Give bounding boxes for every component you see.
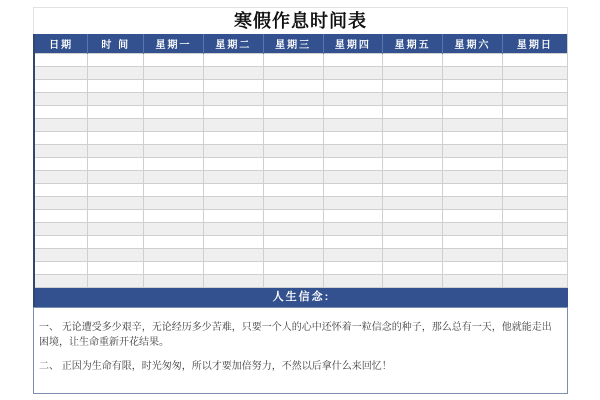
table-cell [502, 236, 567, 249]
table-row [34, 184, 568, 197]
table-cell [263, 158, 323, 171]
table-cell [144, 184, 204, 197]
schedule-table [33, 34, 568, 288]
table-cell [502, 171, 567, 184]
table-row [34, 197, 568, 210]
table-cell [203, 171, 263, 184]
table-cell [88, 67, 144, 80]
notes-box [33, 307, 568, 394]
table-cell [144, 197, 204, 210]
table-cell [383, 145, 443, 158]
table-cell [323, 67, 383, 80]
table-cell [144, 171, 204, 184]
table-cell [502, 106, 567, 119]
table-cell [203, 210, 263, 223]
table-cell [263, 223, 323, 236]
table-cell [88, 54, 144, 67]
table-cell [144, 223, 204, 236]
table-cell [144, 67, 204, 80]
table-cell [144, 210, 204, 223]
table-row [34, 93, 568, 106]
table-cell [34, 236, 88, 249]
table-cell [443, 145, 503, 158]
table-cell [323, 249, 383, 262]
table-row [34, 80, 568, 93]
table-cell [383, 262, 443, 275]
table-row [34, 106, 568, 119]
table-cell [502, 223, 567, 236]
table-row [34, 67, 568, 80]
table-cell [88, 236, 144, 249]
table-cell [34, 197, 88, 210]
table-cell [263, 184, 323, 197]
table-cell [34, 275, 88, 288]
table-cell [263, 119, 323, 132]
table-cell [144, 145, 204, 158]
table-cell [203, 93, 263, 106]
table-row [34, 119, 568, 132]
table-header-row [34, 34, 568, 54]
table-cell [34, 223, 88, 236]
table-cell [323, 145, 383, 158]
table-cell [323, 210, 383, 223]
table-cell [502, 210, 567, 223]
column-header-8: 星期六 [443, 34, 503, 54]
table-cell [34, 67, 88, 80]
table-cell [323, 197, 383, 210]
table-cell [383, 132, 443, 145]
table-cell [88, 275, 144, 288]
table-cell [203, 119, 263, 132]
table-row [34, 171, 568, 184]
table-cell [88, 93, 144, 106]
table-row [34, 54, 568, 67]
table-cell [34, 132, 88, 145]
table-cell [263, 236, 323, 249]
table-cell [323, 132, 383, 145]
table-cell [383, 223, 443, 236]
table-cell [88, 80, 144, 93]
table-cell [203, 145, 263, 158]
table-cell [144, 106, 204, 119]
table-cell [443, 275, 503, 288]
table-cell [34, 249, 88, 262]
table-cell [443, 158, 503, 171]
table-cell [263, 197, 323, 210]
table-cell [383, 80, 443, 93]
table-cell [88, 223, 144, 236]
column-header-1: 日期 [34, 34, 88, 54]
table-cell [502, 132, 567, 145]
table-cell [34, 145, 88, 158]
table-cell [443, 171, 503, 184]
table-row [34, 236, 568, 249]
table-cell [88, 132, 144, 145]
table-cell [323, 184, 383, 197]
table-cell [88, 197, 144, 210]
table-cell [502, 197, 567, 210]
table-cell [443, 210, 503, 223]
table-cell [203, 236, 263, 249]
table-cell [263, 210, 323, 223]
table-cell [144, 93, 204, 106]
table-cell [323, 93, 383, 106]
table-cell [502, 54, 567, 67]
table-cell [502, 249, 567, 262]
table-cell [443, 80, 503, 93]
table-cell [263, 67, 323, 80]
table-row [34, 275, 568, 288]
life-belief-banner [33, 288, 568, 307]
table-cell [443, 236, 503, 249]
table-cell [263, 145, 323, 158]
table-cell [203, 249, 263, 262]
column-header-7: 星期五 [383, 34, 443, 54]
table-row [34, 158, 568, 171]
table-cell [323, 262, 383, 275]
table-cell [502, 275, 567, 288]
table-cell [88, 262, 144, 275]
table-cell [502, 262, 567, 275]
table-cell [323, 171, 383, 184]
table-cell [383, 158, 443, 171]
table-cell [34, 262, 88, 275]
table-cell [323, 106, 383, 119]
table-cell [383, 249, 443, 262]
table-cell [502, 158, 567, 171]
table-cell [34, 171, 88, 184]
table-cell [263, 54, 323, 67]
table-cell [383, 106, 443, 119]
table-cell [443, 54, 503, 67]
table-cell [263, 106, 323, 119]
table-cell [502, 80, 567, 93]
table-cell [88, 106, 144, 119]
table-cell [34, 93, 88, 106]
table-cell [502, 67, 567, 80]
table-cell [203, 275, 263, 288]
table-cell [34, 80, 88, 93]
table-row [34, 132, 568, 145]
table-cell [203, 197, 263, 210]
column-header-2: 时 间 [88, 34, 144, 54]
table-cell [383, 54, 443, 67]
table-cell [383, 171, 443, 184]
table-cell [34, 158, 88, 171]
table-cell [443, 119, 503, 132]
table-cell [323, 236, 383, 249]
table-cell [383, 210, 443, 223]
table-cell [88, 184, 144, 197]
column-header-5: 星期三 [263, 34, 323, 54]
table-cell [144, 249, 204, 262]
table-cell [263, 93, 323, 106]
column-header-6: 星期四 [323, 34, 383, 54]
table-cell [34, 54, 88, 67]
table-cell [383, 67, 443, 80]
table-cell [203, 223, 263, 236]
table-cell [443, 67, 503, 80]
table-cell [144, 119, 204, 132]
table-cell [34, 184, 88, 197]
table-cell [144, 132, 204, 145]
table-cell [502, 184, 567, 197]
table-cell [323, 54, 383, 67]
table-cell [443, 106, 503, 119]
table-cell [383, 93, 443, 106]
table-cell [203, 80, 263, 93]
table-cell [263, 171, 323, 184]
table-row [34, 210, 568, 223]
column-header-9: 星期日 [502, 34, 567, 54]
table-cell [383, 236, 443, 249]
table-cell [144, 262, 204, 275]
table-cell [203, 262, 263, 275]
table-cell [263, 132, 323, 145]
table-cell [144, 80, 204, 93]
column-header-3: 星期一 [144, 34, 204, 54]
table-cell [323, 275, 383, 288]
note-line-2: 二、 正因为生命有限，时光匆匆，所以才要加倍努力，不然以后拿什么来回忆！ [39, 361, 392, 372]
table-cell [323, 223, 383, 236]
table-cell [144, 158, 204, 171]
table-cell [443, 249, 503, 262]
table-row [34, 223, 568, 236]
table-cell [502, 119, 567, 132]
table-cell [34, 106, 88, 119]
table-cell [383, 184, 443, 197]
table-cell [203, 67, 263, 80]
table-row [34, 145, 568, 158]
table-cell [203, 106, 263, 119]
table-cell [323, 119, 383, 132]
table-cell [34, 210, 88, 223]
table-row [34, 262, 568, 275]
table-cell [263, 249, 323, 262]
table-cell [144, 275, 204, 288]
table-cell [203, 158, 263, 171]
table-cell [88, 158, 144, 171]
table-cell [323, 158, 383, 171]
table-cell [88, 145, 144, 158]
life-belief-banner-label: 人生信念: [272, 291, 331, 303]
table-cell [383, 119, 443, 132]
page-title: 寒假作息时间表 [234, 11, 367, 31]
table-cell [502, 93, 567, 106]
table-cell [263, 275, 323, 288]
table-cell [323, 80, 383, 93]
table-cell [88, 171, 144, 184]
table-cell [502, 145, 567, 158]
table-cell [443, 197, 503, 210]
note-line-1: 一、 无论遭受多少艰辛，无论经历多少苦难，只要一个人的心中还怀着一粒信念的种子，那么总有一天，他就能走出困境，让生命重新开花结果。 [39, 322, 552, 348]
table-cell [203, 132, 263, 145]
table-cell [88, 210, 144, 223]
table-cell [383, 275, 443, 288]
table-cell [263, 262, 323, 275]
title-box [33, 7, 568, 34]
table-cell [88, 119, 144, 132]
table-cell [34, 119, 88, 132]
table-row [34, 249, 568, 262]
table-cell [443, 132, 503, 145]
table-cell [203, 54, 263, 67]
table-cell [203, 184, 263, 197]
table-cell [443, 262, 503, 275]
table-cell [443, 93, 503, 106]
table-cell [144, 54, 204, 67]
column-header-4: 星期二 [203, 34, 263, 54]
table-cell [88, 249, 144, 262]
table-cell [443, 184, 503, 197]
table-cell [263, 80, 323, 93]
table-cell [383, 197, 443, 210]
table-cell [443, 223, 503, 236]
schedule-sheet [33, 7, 568, 394]
table-cell [144, 236, 204, 249]
